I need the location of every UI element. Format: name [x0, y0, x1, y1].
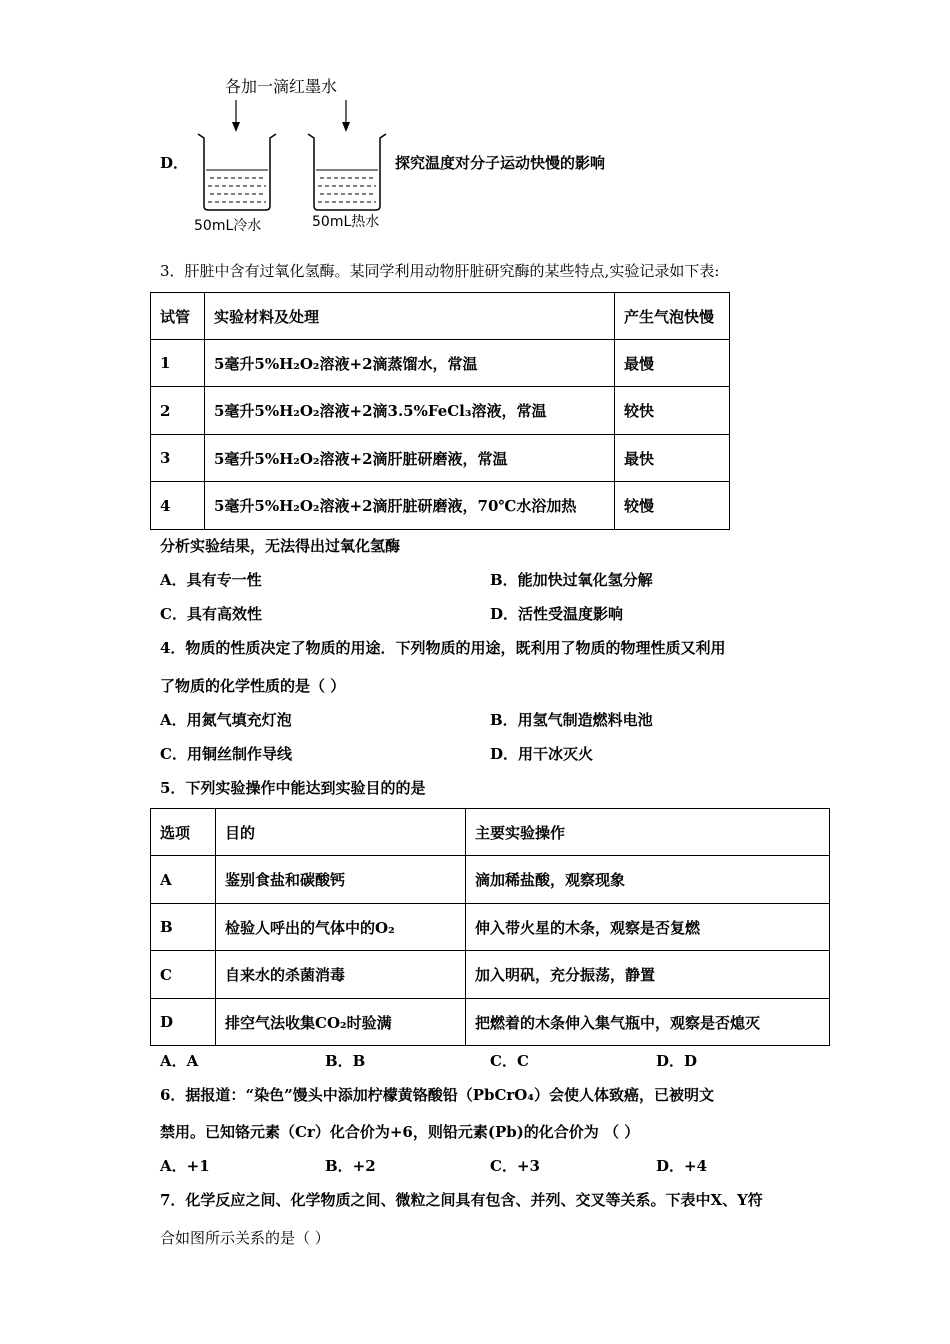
q3-cell-tube: 3 [151, 435, 205, 482]
q3-cell-material: 5毫升5%H₂O₂溶液+2滴肝脏研磨液，70℃水浴加热 [205, 482, 615, 530]
q5-option-d[interactable]: D．D [656, 1052, 698, 1070]
q6-option-a[interactable]: A．+1 [160, 1157, 210, 1175]
q6-option-c[interactable]: C．+3 [490, 1157, 540, 1175]
q3-cell-speed: 较快 [615, 387, 730, 435]
q5-cell-option: D [151, 999, 216, 1046]
table-row [151, 340, 730, 387]
q5-cell-option: A [151, 856, 216, 904]
q3-cell-speed: 较慢 [615, 482, 730, 530]
beaker-cold [198, 134, 276, 210]
q3-header-row [151, 293, 730, 340]
q3-option-a[interactable]: A．具有专一性 [160, 571, 262, 589]
q3-header-tube: 试管 [151, 293, 205, 340]
q7-stem-line2: 合如图所示关系的是（ ） [160, 1229, 330, 1247]
beaker-figure [180, 70, 400, 240]
beaker-left-label: 50mL冷水 [194, 218, 262, 234]
q2-option-d-label: D． [160, 154, 189, 172]
figure-caption: 各加一滴红墨水 [225, 77, 338, 96]
q6-stem-line2: 禁用。已知铬元素（Cr）化合价为+6，则铅元素(Pb)的化合价为 （ ） [160, 1123, 640, 1141]
q5-cell-option: B [151, 904, 216, 951]
q5-option-a[interactable]: A．A [160, 1052, 199, 1070]
q6-option-d[interactable]: D．+4 [656, 1157, 708, 1175]
q4-stem-line2: 了物质的化学性质的是（ ） [160, 677, 346, 695]
q4-option-a[interactable]: A．用氮气填充灯泡 [160, 711, 292, 729]
q3-cell-tube: 1 [151, 340, 205, 387]
q5-cell-purpose: 鉴别食盐和碳酸钙 [216, 856, 466, 904]
q3-option-c[interactable]: C．具有高效性 [160, 605, 262, 623]
q4-option-d[interactable]: D．用干冰灭火 [490, 745, 594, 763]
q3-option-d[interactable]: D．活性受温度影响 [490, 605, 624, 623]
q2-option-d-text: 探究温度对分子运动快慢的影响 [395, 154, 606, 172]
q5-option-b[interactable]: B．B [325, 1052, 366, 1070]
q3-cell-tube: 2 [151, 387, 205, 435]
q3-cell-material: 5毫升5%H₂O₂溶液+2滴蒸馏水，常温 [205, 340, 615, 387]
q5-header-row [151, 809, 830, 856]
q3-cell-tube: 4 [151, 482, 205, 530]
arrow-left-head [232, 122, 240, 132]
q5-header-purpose: 目的 [216, 809, 466, 856]
q3-cell-material: 5毫升5%H₂O₂溶液+2滴肝脏研磨液，常温 [205, 435, 615, 482]
q6-stem-line1: 6．据报道：“染色”馒头中添加柠檬黄铬酸铅（PbCrO₄）会使人体致癌，已被明文 [160, 1086, 714, 1104]
q7-stem-line1: 7．化学反应之间、化学物质之间、微粒之间具有包含、并列、交叉等关系。下表中X、Y符 [160, 1191, 763, 1209]
beaker-hot [308, 134, 386, 210]
q6-option-b[interactable]: B．+2 [325, 1157, 376, 1175]
beaker-right-label: 50mL热水 [312, 214, 380, 230]
q3-header-material: 实验材料及处理 [205, 293, 615, 340]
arrow-right-head [342, 122, 350, 132]
q5-cell-operation: 伸入带火星的木条，观察是否复燃 [466, 904, 830, 951]
q3-cell-speed: 最慢 [615, 340, 730, 387]
q3-cell-material: 5毫升5%H₂O₂溶液+2滴3.5%FeCl₃溶液，常温 [205, 387, 615, 435]
q3-after-text: 分析实验结果，无法得出过氧化氢酶 [160, 537, 401, 555]
q5-stem: 5．下列实验操作中能达到实验目的的是 [160, 779, 426, 797]
q5-table [150, 808, 830, 1046]
q3-stem: 3．肝脏中含有过氧化氢酶。某同学利用动物肝脏研究酶的某些特点,实验记录如下表: [160, 262, 720, 280]
q5-option-c[interactable]: C．C [490, 1052, 529, 1070]
q5-header-option: 选项 [151, 809, 216, 856]
table-row [151, 951, 830, 999]
q5-cell-operation: 加入明矾，充分振荡，静置 [466, 951, 830, 999]
q4-option-b[interactable]: B．用氢气制造燃料电池 [490, 711, 653, 729]
q5-cell-purpose: 检验人呼出的气体中的O₂ [216, 904, 466, 951]
table-row [151, 387, 730, 435]
table-row [151, 904, 830, 951]
q3-cell-speed: 最快 [615, 435, 730, 482]
q5-header-operation: 主要实验操作 [466, 809, 830, 856]
q5-cell-operation: 滴加稀盐酸，观察现象 [466, 856, 830, 904]
q3-header-speed: 产生气泡快慢 [615, 293, 730, 340]
q4-option-c[interactable]: C．用铜丝制作导线 [160, 745, 292, 763]
q5-cell-operation: 把燃着的木条伸入集气瓶中，观察是否熄灭 [466, 999, 830, 1046]
q5-cell-purpose: 自来水的杀菌消毒 [216, 951, 466, 999]
table-row [151, 435, 730, 482]
q3-option-b[interactable]: B．能加快过氧化氢分解 [490, 571, 653, 589]
q4-stem-line1: 4．物质的性质决定了物质的用途．下列物质的用途，既利用了物质的物理性质又利用 [160, 639, 726, 657]
table-row [151, 999, 830, 1046]
q3-table [150, 292, 730, 530]
table-row [151, 482, 730, 530]
table-row [151, 856, 830, 904]
q5-cell-purpose: 排空气法收集CO₂时验满 [216, 999, 466, 1046]
q5-cell-option: C [151, 951, 216, 999]
